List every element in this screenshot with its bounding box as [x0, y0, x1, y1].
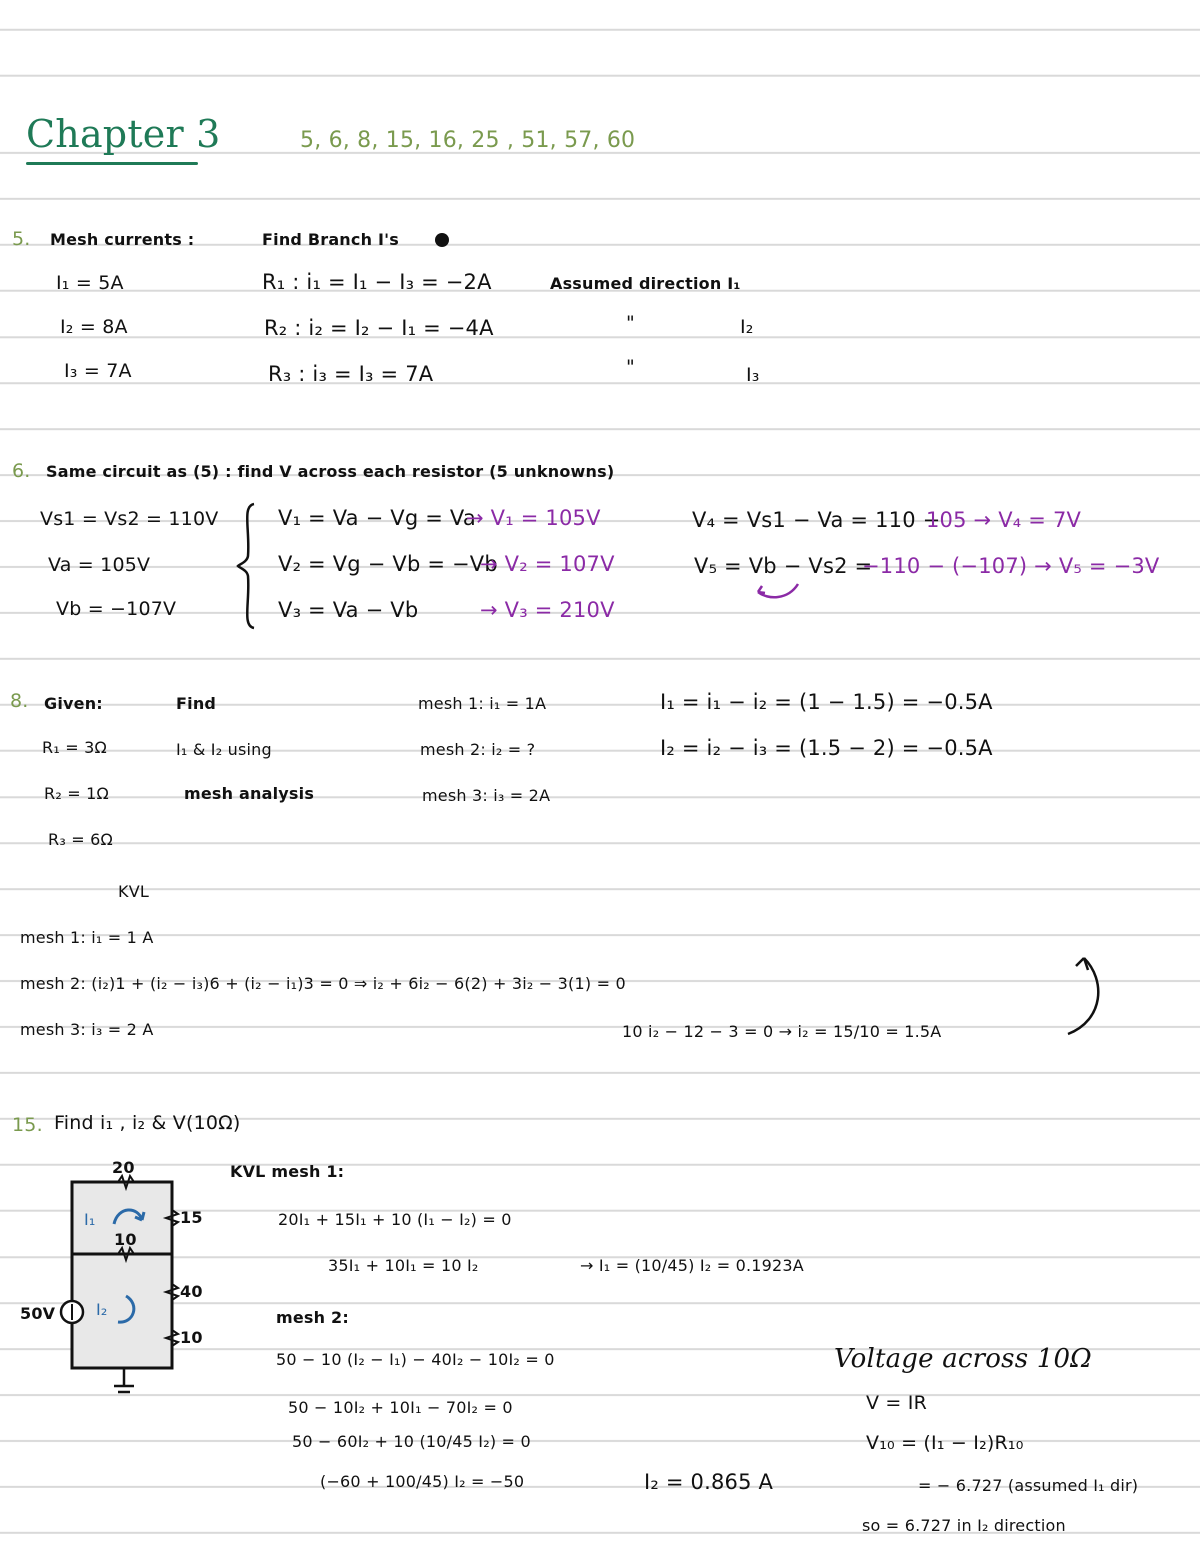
p8-given-label: Given: — [44, 694, 103, 713]
ground-icon — [114, 1368, 134, 1392]
p5-find: Find Branch I's — [262, 230, 399, 249]
circuit-source-label: 50V — [20, 1304, 56, 1323]
p15-m1-result: → I₁ = (10/45) I₂ = 0.1923A — [580, 1256, 804, 1275]
p8-find-label: Find — [176, 694, 217, 713]
p5-row-1: R₁ : i₁ = I₁ − I₃ = −2A — [262, 270, 492, 294]
p15-m1-line-1: 20I₁ + 15I₁ + 10 (I₁ − I₂) = 0 — [278, 1210, 512, 1229]
circuit-r-15: 15 — [180, 1208, 203, 1227]
p8-solve: 10 i₂ − 12 − 3 = 0 → i₂ = 15/10 = 1.5A — [622, 1022, 942, 1041]
title-underline — [26, 162, 198, 165]
p5-row-2: R₂ : i₂ = I₂ − I₁ = −4A — [264, 316, 494, 340]
p6-result-2: → V₂ = 107V — [480, 552, 615, 576]
p6-heading: Same circuit as (5) : find V across each resistor (5 unknowns) — [46, 462, 615, 481]
circuit-mid-res: 10 — [114, 1230, 137, 1249]
circuit-r-10: 10 — [180, 1328, 203, 1347]
circuit-diagram — [14, 1154, 224, 1404]
p15-i2-result: I₂ = 0.865 A — [644, 1470, 774, 1494]
curly-brace-icon — [236, 500, 266, 632]
p15-m2-label: mesh 2: — [276, 1308, 349, 1327]
p6-eq-3: V₃ = Va − Vb — [278, 598, 419, 622]
p6-given-2: Va = 105V — [48, 554, 151, 576]
problem-5-number: 5. — [12, 228, 31, 250]
p5-heading: Mesh currents : — [50, 230, 195, 249]
p15-m2-line-4: (−60 + 100/45) I₂ = −50 — [320, 1472, 525, 1491]
circuit-mesh-2: I₂ — [96, 1300, 108, 1319]
p15-kvl-label: KVL mesh 1: — [230, 1162, 345, 1181]
p15-heading: Find i₁ , i₂ & V(10Ω) — [54, 1112, 241, 1134]
curved-arrow-icon — [754, 578, 804, 602]
problem-15-number: 15. — [12, 1114, 43, 1136]
p6-given-3: Vb = −107V — [56, 598, 177, 620]
p8-find-line-2: mesh analysis — [184, 784, 315, 803]
p8-kvl-label: KVL — [118, 882, 149, 901]
p8-kvl-line-2: mesh 2: (i₂)1 + (i₂ − i₃)6 + (i₂ − i₁)3 = 0 ⇒ i₂ + 6i₂ − 6(2) + 3i₂ − 3(1) = 0 — [20, 974, 626, 993]
p8-mesh-1: mesh 1: i₁ = 1A — [418, 694, 547, 713]
p6-right-eq-1: V₄ = Vs1 − Va = 110 − — [692, 508, 941, 532]
p5-given-3: I₃ = 7A — [64, 360, 132, 382]
p15-m1-line-2: 35I₁ + 10I₁ = 10 I₂ — [328, 1256, 479, 1275]
p5-ditto-1: " — [626, 312, 635, 334]
p6-right-result-2: −110 − (−107) → V₅ = −3V — [862, 554, 1160, 578]
p6-eq-1: V₁ = Va − Vg = Va — [278, 506, 476, 530]
curved-arrow-icon — [1060, 950, 1110, 1040]
p5-dir-label-3: I₃ — [746, 364, 760, 386]
bullet-dot-icon — [432, 230, 452, 250]
p15-voltage-line-1: V = IR — [866, 1392, 928, 1414]
p8-given-2: R₂ = 1Ω — [44, 784, 109, 803]
p6-result-1: → V₁ = 105V — [466, 506, 601, 530]
p15-voltage-title: Voltage across 10Ω — [834, 1344, 1092, 1374]
p5-given-2: I₂ = 8A — [60, 316, 128, 338]
p8-mesh-3: mesh 3: i₃ = 2A — [422, 786, 551, 805]
p6-right-eq-2: V₅ = Vb − Vs2 = — [694, 554, 873, 578]
p15-m2-line-3: 50 − 60I₂ + 10 (10/45 I₂) = 0 — [292, 1432, 531, 1451]
p6-right-result-1: 105 → V₄ = 7V — [926, 508, 1082, 532]
p5-dir-label-2: I₂ — [740, 316, 754, 338]
p8-given-1: R₁ = 3Ω — [42, 738, 107, 757]
p6-given-1: Vs1 = Vs2 = 110V — [40, 508, 219, 530]
p8-kvl-line-3: mesh 3: i₃ = 2 A — [20, 1020, 154, 1039]
p8-find-line-1: I₁ & I₂ using — [176, 740, 272, 759]
p8-result-2: I₂ = i₂ − i₃ = (1.5 − 2) = −0.5A — [660, 736, 993, 760]
p15-voltage-line-4: so = 6.727 in I₂ direction — [862, 1516, 1066, 1535]
p5-row-3: R₃ : i₃ = I₃ = 7A — [268, 362, 434, 386]
p8-mesh-2: mesh 2: i₂ = ? — [420, 740, 536, 759]
assigned-problems: 5, 6, 8, 15, 16, 25 , 51, 57, 60 — [300, 128, 636, 153]
p15-voltage-line-3: = − 6.727 (assumed I₁ dir) — [918, 1476, 1139, 1495]
circuit-mesh-1: I₁ — [84, 1210, 96, 1229]
p15-voltage-line-2: V₁₀ = (I₁ − I₂)R₁₀ — [866, 1432, 1024, 1454]
p5-given-1: I₁ = 5A — [56, 272, 124, 294]
p5-ditto-2: " — [626, 356, 635, 378]
p6-result-3: → V₃ = 210V — [480, 598, 615, 622]
p8-result-1: I₁ = i₁ − i₂ = (1 − 1.5) = −0.5A — [660, 690, 993, 714]
p5-assumed-direction: Assumed direction I₁ — [550, 274, 741, 293]
page-title: Chapter 3 — [26, 112, 221, 156]
circuit-r-40: 40 — [180, 1282, 203, 1301]
p15-m2-line-2: 50 − 10I₂ + 10I₁ − 70I₂ = 0 — [288, 1398, 513, 1417]
p6-eq-2: V₂ = Vg − Vb = −Vb — [278, 552, 498, 576]
problem-8-number: 8. — [10, 690, 29, 712]
p8-given-3: R₃ = 6Ω — [48, 830, 113, 849]
p15-m2-line-1: 50 − 10 (I₂ − I₁) − 40I₂ − 10I₂ = 0 — [276, 1350, 555, 1369]
p8-kvl-line-1: mesh 1: i₁ = 1 A — [20, 928, 154, 947]
problem-6-number: 6. — [12, 460, 31, 482]
circuit-top-res: 20 — [112, 1158, 135, 1177]
voltage-source-icon — [61, 1301, 83, 1323]
